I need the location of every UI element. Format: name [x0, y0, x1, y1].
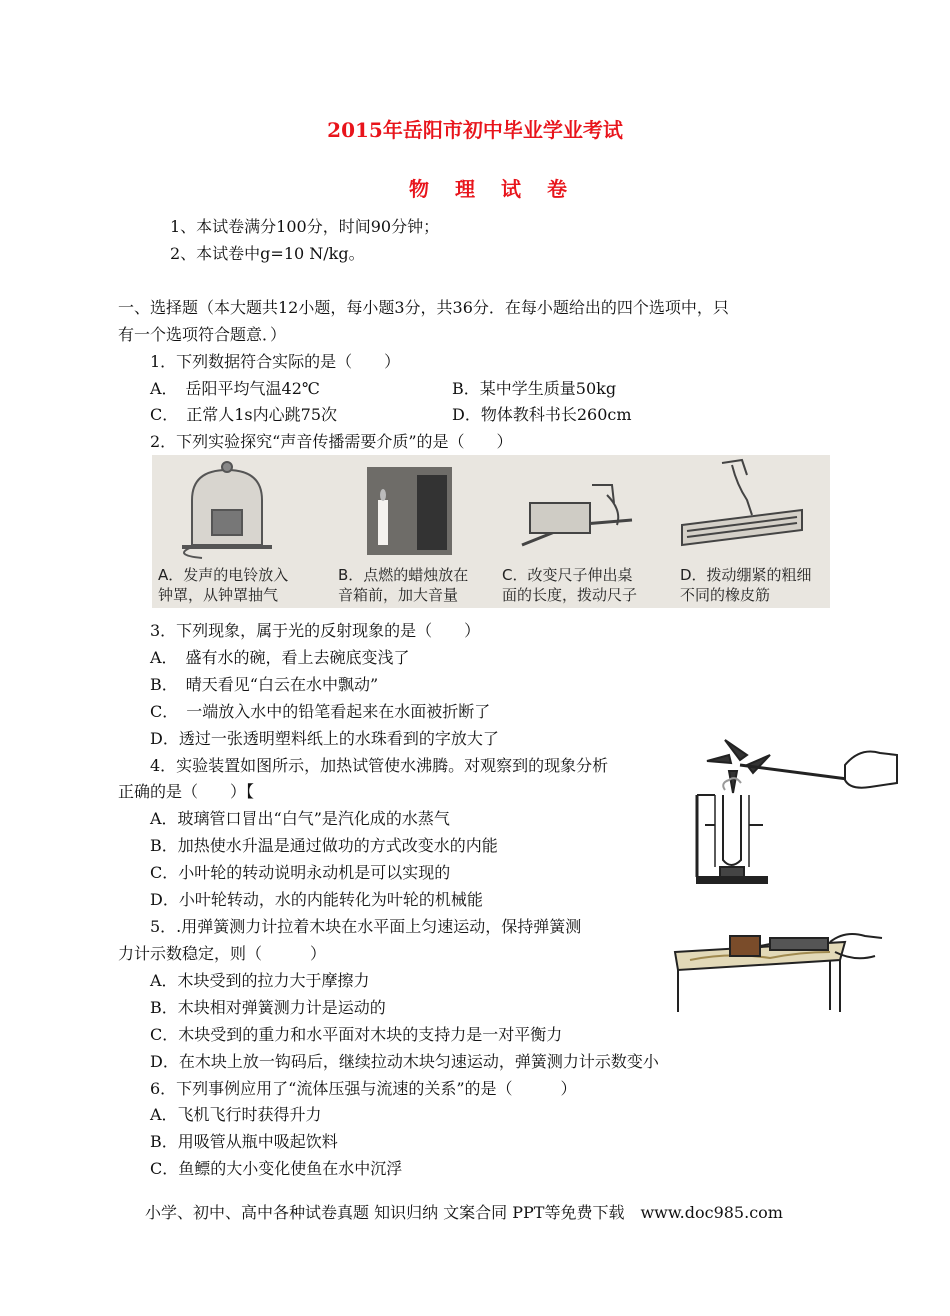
q2-apparatus-illustrations — [152, 455, 830, 560]
q4-option-c: C．小叶轮的转动说明永动机是可以实现的 — [150, 863, 451, 882]
note-1: 1、本试卷满分100分，时间90分钟； — [170, 217, 440, 236]
q1-option-d: D．物体教科书长260cm — [452, 405, 632, 424]
q1-stem: 1．下列数据符合实际的是（ ） — [150, 352, 401, 371]
q2-figure — [152, 455, 830, 608]
q6-option-b: B．用吸管从瓶中吸起饮料 — [150, 1132, 338, 1151]
q3-stem: 3．下列现象，属于光的反射现象的是（ ） — [150, 621, 481, 640]
q4-stem-line1: 4．实验装置如图所示，加热试管使水沸腾。对观察到的现象分析 — [150, 756, 609, 775]
q4-boiling-pinwheel-figure — [685, 735, 900, 885]
candle-speaker-icon — [367, 467, 452, 555]
q2-caption-b2: 音箱前，加大音量 — [338, 586, 459, 604]
q5-stem-line2: 力计示数稳定，则（ ） — [118, 944, 327, 963]
q2-caption-a1: A．发声的电铃放入 — [158, 566, 289, 584]
q4-option-a: A．玻璃管口冒出“白气”是汽化成的水蒸气 — [150, 809, 450, 828]
exam-subtitle: 物理试卷 — [409, 177, 593, 201]
q2-caption-a2: 钟罩，从钟罩抽气 — [158, 586, 279, 604]
q5-spring-scale-figure — [670, 922, 885, 1017]
q5-option-c: C．木块受到的重力和水平面对木块的支持力是一对平衡力 — [150, 1025, 563, 1044]
q3-option-b: B． 晴天看见“白云在水中飘动” — [150, 675, 379, 694]
rubber-band-box-icon — [682, 460, 802, 545]
q2-caption-c1: C．改变尺子伸出桌 — [502, 566, 633, 584]
q2-stem: 2．下列实验探究“声音传播需要介质”的是（ ） — [150, 432, 513, 451]
q4-option-d: D．小叶轮转动，水的内能转化为叶轮的机械能 — [150, 890, 483, 909]
bell-jar-icon — [182, 462, 272, 558]
exam-title: 2015年岳阳市初中毕业学业考试 — [327, 118, 623, 142]
q6-option-a: A．飞机飞行时获得升力 — [150, 1105, 322, 1124]
footer-advert: 小学、初中、高中各种试卷真题 知识归纳 文案合同 PPT等免费下载 www.doc985.com — [145, 1203, 783, 1222]
q6-stem: 6．下列事例应用了“流体压强与流速的关系”的是（ ） — [150, 1079, 577, 1098]
q4-option-b: B．加热使水升温是通过做功的方式改变水的内能 — [150, 836, 498, 855]
q4-stem-line2: 正确的是（ ）【 — [118, 782, 255, 801]
q3-option-d: D．透过一张透明塑料纸上的水珠看到的字放大了 — [150, 729, 499, 748]
note-2: 2、本试卷中g=10 N/kg。 — [170, 244, 365, 263]
q5-stem-line1: 5．.用弹簧测力计拉着木块在水平面上匀速运动，保持弹簧测 — [150, 917, 582, 936]
q6-option-c: C．鱼鳔的大小变化使鱼在水中沉浮 — [150, 1159, 403, 1178]
q2-caption-b1: B．点燃的蜡烛放在 — [338, 566, 469, 584]
q1-option-a: A． 岳阳平均气温42℃ — [150, 379, 320, 398]
q1-option-b: B．某中学生质量50kg — [452, 379, 617, 398]
q3-option-c: C． 一端放入水中的铅笔看起来在水面被折断了 — [150, 702, 491, 721]
ruler-desk-icon — [522, 485, 632, 545]
q5-option-a: A．木块受到的拉力大于摩擦力 — [150, 971, 370, 990]
q2-caption-d2: 不同的橡皮筋 — [680, 586, 771, 604]
q1-option-c: C． 正常人1s内心跳75次 — [150, 405, 337, 424]
section-heading-line2: 有一个选项符合题意．） — [118, 325, 287, 344]
q2-caption-d1: D．拨动绷紧的粗细 — [680, 566, 812, 584]
q2-caption-c2: 面的长度，拨动尺子 — [502, 586, 638, 604]
section-heading-line1: 一、选择题（本大题共12小题，每小题3分，共36分．在每小题给出的四个选项中，只 — [118, 298, 729, 317]
q5-option-d: D．在木块上放一钩码后，继续拉动木块匀速运动，弹簧测力计示数变小 — [150, 1052, 659, 1071]
q5-option-b: B．木块相对弹簧测力计是运动的 — [150, 998, 386, 1017]
q3-option-a: A． 盛有水的碗，看上去碗底变浅了 — [150, 648, 410, 667]
